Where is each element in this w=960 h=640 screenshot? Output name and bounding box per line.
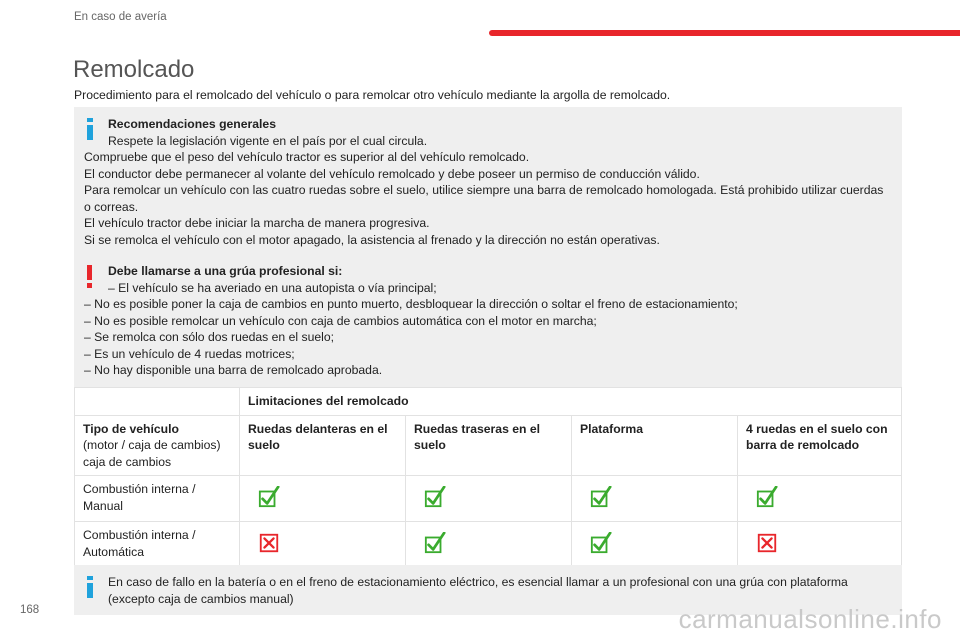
intro-text: Procedimiento para el remolcado del vehículo o para remolcar otro vehículo mediante la argolla de remolcado. bbox=[74, 88, 671, 102]
table-header-row bbox=[75, 415, 902, 476]
column-header: Plataforma bbox=[572, 415, 738, 476]
warning-line: – Se remolca con sólo dos ruedas en el suelo; bbox=[84, 330, 334, 344]
table-row bbox=[75, 476, 902, 522]
recommendations-line: Para remolcar un vehículo con las cuatro ruedas sobre el suelo, utilice siempre una barra de remolcado homologada. Está prohibido utilizar cuerdas o correas. bbox=[84, 183, 884, 214]
table-empty-cell bbox=[75, 388, 240, 416]
warning-line: – No es posible remolcar un vehículo con caja de cambios automática con el motor en marcha; bbox=[84, 313, 597, 328]
warning-line: – No hay disponible una barra de remolcado aprobada. bbox=[84, 363, 383, 377]
recommendations-box bbox=[74, 107, 902, 256]
info-icon bbox=[86, 576, 94, 599]
vehicle-type-header bbox=[75, 415, 240, 476]
check-icon bbox=[590, 486, 612, 508]
recommendations-line: Compruebe que el peso del vehículo tractor es superior al del vehículo remolcado. bbox=[84, 150, 530, 164]
recommendations-heading: Recomendaciones generales bbox=[108, 117, 276, 131]
warning-line: – El vehículo se ha averiado en una autopista o vía principal; bbox=[108, 280, 437, 295]
warning-line: – No es posible poner la caja de cambios en punto muerto, desbloquear la dirección o soltar el freno de estacionamiento; bbox=[84, 297, 738, 311]
watermark: carmanualsonline.info bbox=[678, 604, 942, 634]
note-text: En caso de fallo en la batería o en el freno de estacionamiento eléctrico, es esencial llamar a un profesional con una grúa con plataforma (excepto caja de cambios manual) bbox=[108, 575, 848, 606]
header-accent-bar bbox=[489, 30, 960, 36]
warning-icon bbox=[86, 265, 94, 288]
check-icon bbox=[424, 532, 446, 554]
cross-icon bbox=[756, 532, 778, 554]
section-label: En caso de avería bbox=[74, 11, 167, 23]
page-number: 168 bbox=[20, 604, 40, 616]
mark-cell bbox=[738, 476, 902, 522]
recommendations-line: Si se remolca el vehículo con el motor apagado, la asistencia al frenado y la dirección no están operativas. bbox=[84, 232, 660, 247]
column-header: 4 ruedas en el suelo con barra de remolcado bbox=[738, 415, 902, 476]
recommendations-line: Respete la legislación vigente en el país por el cual circula. bbox=[108, 133, 428, 148]
towing-limits-table bbox=[74, 387, 902, 568]
mark-cell bbox=[406, 522, 572, 568]
warning-box bbox=[74, 254, 902, 387]
vehicle-type-label: Tipo de vehículo bbox=[83, 421, 179, 436]
cross-icon bbox=[258, 532, 280, 554]
mark-cell bbox=[240, 476, 406, 522]
table-title: Limitaciones del remolcado bbox=[240, 388, 902, 416]
row-label: Combustión interna / Manual bbox=[75, 476, 240, 522]
mark-cell bbox=[240, 522, 406, 568]
check-icon bbox=[756, 486, 778, 508]
recommendations-line: El conductor debe permanecer al volante del vehículo remolcado y debe poseer un permiso de conducción válido. bbox=[84, 166, 700, 181]
check-icon bbox=[590, 532, 612, 554]
warning-line: – Es un vehículo de 4 ruedas motrices; bbox=[84, 346, 295, 361]
vehicle-type-sub: (motor / caja de cambios) caja de cambios bbox=[83, 438, 221, 469]
mark-cell bbox=[572, 522, 738, 568]
table-row bbox=[75, 522, 902, 568]
recommendations-line: El vehículo tractor debe iniciar la marcha de manera progresiva. bbox=[84, 216, 430, 230]
mark-cell bbox=[738, 522, 902, 568]
mark-cell bbox=[572, 476, 738, 522]
column-header: Ruedas traseras en el suelo bbox=[406, 415, 572, 476]
table-title-row bbox=[75, 388, 902, 416]
page-title: Remolcado bbox=[73, 56, 195, 83]
info-icon bbox=[86, 118, 94, 141]
column-header: Ruedas delanteras en el suelo bbox=[240, 415, 406, 476]
check-icon bbox=[424, 486, 446, 508]
warning-heading: Debe llamarse a una grúa profesional si: bbox=[108, 264, 343, 278]
check-icon bbox=[258, 486, 280, 508]
row-label: Combustión interna / Automática bbox=[75, 522, 240, 568]
mark-cell bbox=[406, 476, 572, 522]
